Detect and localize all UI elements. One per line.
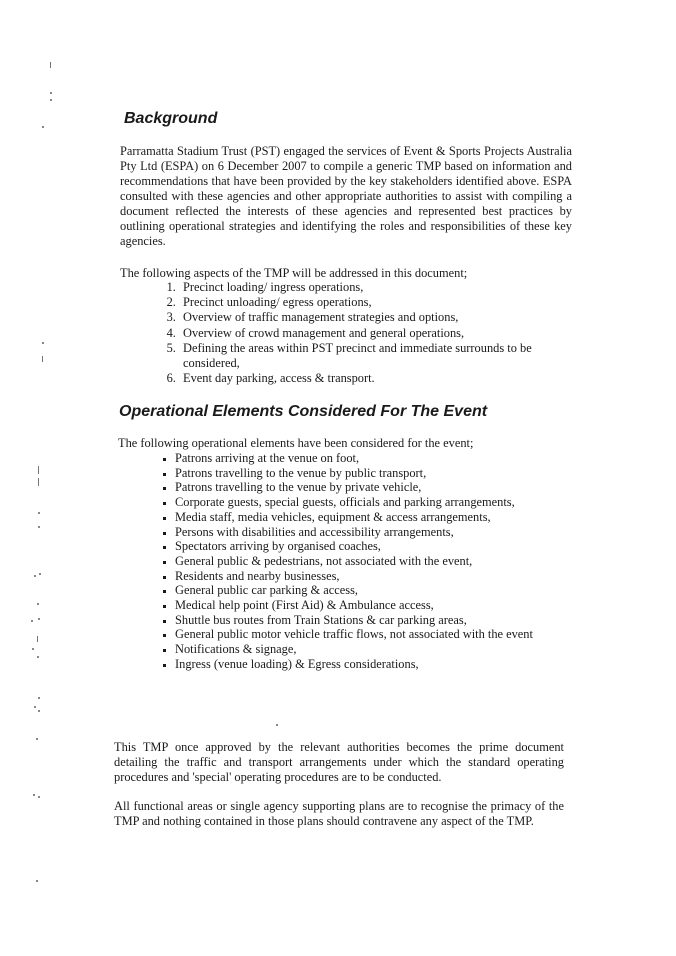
scan-mark	[38, 618, 40, 620]
scan-mark	[38, 478, 39, 486]
list-item: ▪ Media staff, media vehicles, equipment & access arrangements,	[175, 510, 605, 525]
scan-mark	[37, 656, 39, 658]
scan-mark	[42, 356, 43, 362]
list-item: 3. Overview of traffic management strategies and options,	[179, 310, 589, 325]
list-item: 2. Precinct unloading/ egress operations,	[179, 295, 589, 310]
scan-mark	[38, 710, 40, 712]
scan-mark	[36, 880, 38, 882]
scan-mark	[38, 796, 40, 798]
list-item: 6. Event day parking, access & transport.	[179, 371, 589, 386]
background-paragraph: Parramatta Stadium Trust (PST) engaged the services of Event & Sports Projects Australia Pty Ltd (ESPA) on 6 December 2007 to compile a generic TMP based on information and recommendations that have been provided by the key stakeholders identified above. ESPA consulted with these agencies and other appropriate authorities to assist with compiling a document reflected the interests of these agencies and represented best practices by outlining operational strategies and identifying the roles and responsibilities of these key agencies.	[120, 144, 572, 248]
closing-paragraph-1: This TMP once approved by the relevant authorities becomes the prime document detailing the traffic and transport arrangements under which the standard operating procedures and 'special' operating procedures are to be conducted.	[114, 740, 564, 784]
list-item: 5. Defining the areas within PST precinct and immediate surrounds to be considered,	[179, 341, 589, 371]
list-item: ▪ Patrons travelling to the venue by public transport,	[175, 466, 605, 481]
list-item: ▪ Medical help point (First Aid) & Ambulance access,	[175, 598, 605, 613]
list-item: 4. Overview of crowd management and general operations,	[179, 326, 589, 341]
scan-mark	[32, 648, 34, 650]
background-heading: Background	[124, 110, 218, 127]
list-item: ▪ Ingress (venue loading) & Egress considerations,	[175, 657, 605, 672]
scan-mark	[38, 697, 40, 699]
list-item: ▪ General public car parking & access,	[175, 583, 605, 598]
scan-mark	[34, 575, 36, 577]
scan-mark	[37, 636, 38, 642]
scan-mark	[50, 99, 52, 101]
scan-mark	[33, 794, 35, 796]
operational-intro: The following operational elements have been considered for the event;	[118, 436, 474, 450]
aspects-list	[160, 280, 589, 386]
scan-mark	[50, 62, 51, 68]
scan-mark	[39, 573, 41, 575]
list-item: ▪ Shuttle bus routes from Train Stations & car parking areas,	[175, 613, 605, 628]
list-item: ▪ General public motor vehicle traffic flows, not associated with the event	[175, 627, 605, 642]
scan-mark	[34, 706, 36, 708]
scan-mark	[38, 466, 39, 474]
scan-mark	[31, 620, 33, 622]
scan-mark	[36, 738, 38, 740]
scan-mark	[50, 92, 52, 94]
list-item: ▪ Patrons travelling to the venue by private vehicle,	[175, 480, 605, 495]
list-item: ▪ Notifications & signage,	[175, 642, 605, 657]
list-item: ▪ Spectators arriving by organised coaches,	[175, 539, 605, 554]
scan-mark	[42, 126, 44, 128]
operational-heading: Operational Elements Considered For The Event	[119, 403, 488, 420]
list-item: ▪ Patrons arriving at the venue on foot,	[175, 451, 605, 466]
scan-mark	[38, 512, 40, 514]
list-item: ▪ Corporate guests, special guests, officials and parking arrangements,	[175, 495, 605, 510]
scan-mark	[37, 603, 39, 605]
operational-elements-list	[150, 451, 605, 672]
closing-paragraph-2: All functional areas or single agency supporting plans are to recognise the primacy of the TMP and nothing contained in those plans should contravene any aspect of the TMP.	[114, 799, 564, 828]
list-item: ▪ Residents and nearby businesses,	[175, 569, 605, 584]
list-item: ▪ General public & pedestrians, not associated with the event,	[175, 554, 605, 569]
scan-mark	[38, 526, 40, 528]
scan-mark	[42, 342, 44, 344]
scan-mark	[276, 724, 278, 726]
aspects-intro: The following aspects of the TMP will be addressed in this document;	[120, 266, 468, 280]
list-item: ▪ Persons with disabilities and accessibility arrangements,	[175, 525, 605, 540]
list-item: 1. Precinct loading/ ingress operations,	[179, 280, 589, 295]
